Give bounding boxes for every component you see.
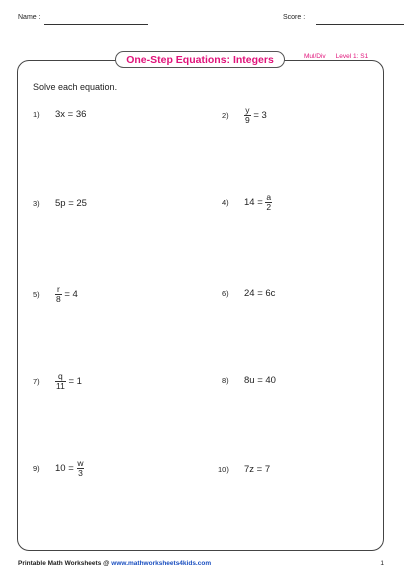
equation-right: = 1	[65, 375, 82, 387]
problem-4	[222, 193, 272, 211]
denominator: 8	[56, 293, 61, 304]
name-line	[44, 24, 148, 25]
numerator: y	[245, 105, 250, 115]
level-label: Level 1: S1	[335, 53, 369, 60]
problem-8	[222, 375, 276, 386]
worksheet-frame	[17, 60, 384, 551]
footer-text: Printable Math Worksheets @	[18, 560, 112, 567]
problem-1	[33, 109, 86, 120]
problem-3	[33, 198, 87, 209]
problem-number: 10)	[218, 465, 229, 474]
denominator: 3	[78, 467, 83, 478]
denominator: 11	[56, 380, 65, 391]
numerator: r	[56, 284, 60, 294]
equation: 5p = 25	[55, 198, 87, 209]
problem-5	[33, 285, 78, 303]
footer-site-link[interactable]: www.mathworksheets4kids.com	[111, 560, 212, 567]
instruction: Solve each equation.	[33, 82, 118, 92]
fraction	[244, 106, 251, 124]
problem-2	[222, 106, 267, 124]
header	[18, 14, 386, 28]
fraction	[265, 193, 272, 211]
problem-6	[222, 288, 275, 299]
equation: 7z = 7	[244, 464, 271, 475]
problem-number: 7)	[33, 376, 40, 386]
worksheet-title: One-Step Equations: Integers	[115, 51, 285, 68]
problem-number: 8)	[222, 376, 229, 385]
denominator: 2	[266, 201, 272, 212]
problem-number: 3)	[33, 199, 40, 208]
equation: 24 = 6c	[244, 288, 276, 299]
equation: 8u = 40	[244, 375, 276, 386]
score-label: Score :	[283, 14, 306, 21]
numerator: w	[77, 458, 84, 468]
problem-number: 9)	[33, 463, 40, 473]
problem-number: 5)	[33, 289, 40, 299]
footer	[18, 560, 211, 567]
fraction	[55, 372, 66, 390]
equation: 3x = 36	[55, 109, 87, 120]
equation-left: 10 =	[55, 462, 77, 474]
fraction	[76, 459, 84, 477]
problem-number: 6)	[222, 289, 229, 298]
score-line	[316, 24, 404, 25]
problem-9	[33, 459, 85, 477]
page-number: 1	[380, 560, 384, 567]
equation-right: = 4	[61, 288, 78, 300]
name-label: Name :	[18, 14, 41, 21]
numerator: a	[266, 192, 272, 202]
problem-number: 1)	[33, 110, 40, 119]
problem-number: 4)	[222, 197, 229, 207]
problem-10	[218, 464, 270, 475]
problem-7	[33, 372, 82, 390]
fraction	[55, 285, 62, 303]
equation-right: = 3	[250, 109, 267, 121]
problem-number: 2)	[222, 110, 229, 120]
equation-left: 14 =	[244, 196, 266, 208]
numerator: q	[58, 371, 63, 381]
level-type: Mul/Div	[304, 53, 326, 60]
level-info	[304, 53, 378, 60]
denominator: 9	[245, 114, 250, 125]
